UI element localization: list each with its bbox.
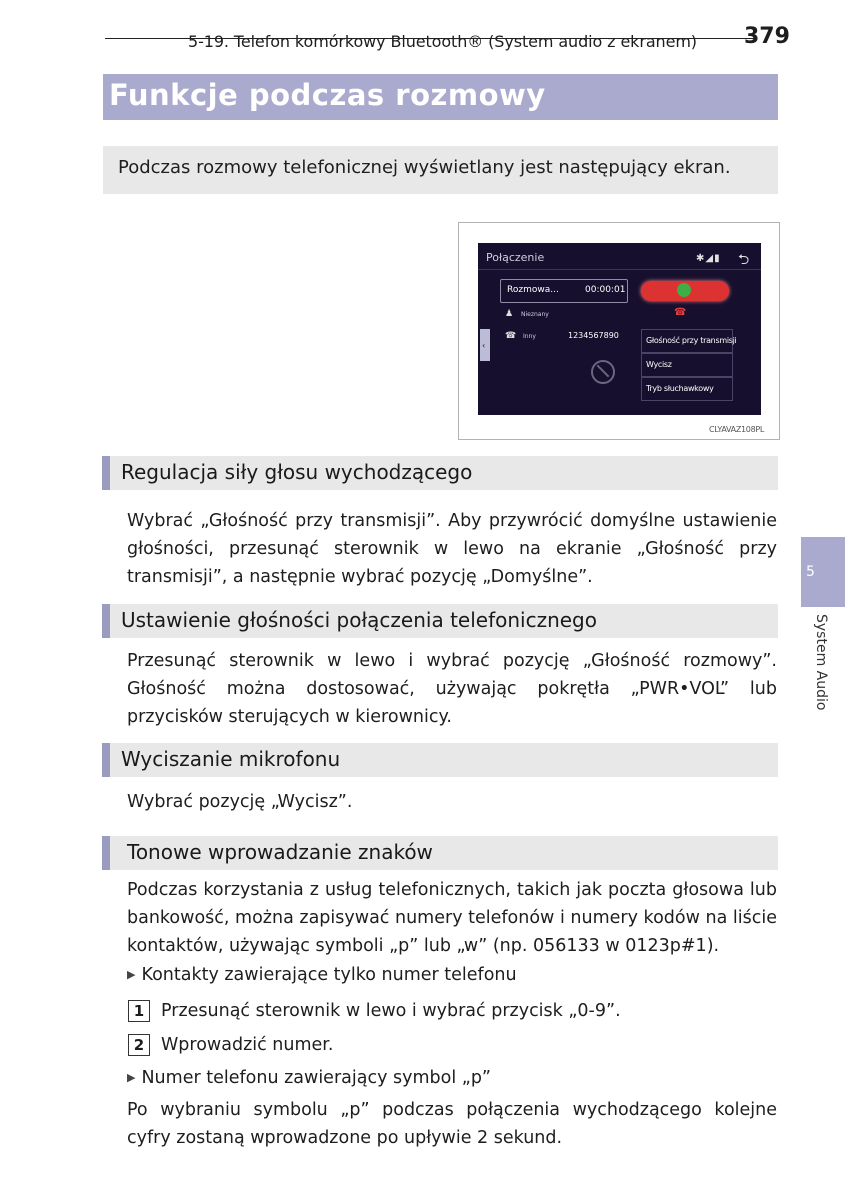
section-accent <box>102 836 110 870</box>
section-title: Wyciszanie mikrofonu <box>121 747 341 771</box>
call-name: Rozmowa... <box>507 285 559 295</box>
bullet-item <box>127 961 517 991</box>
status-icons: ✱◢▮ <box>696 253 721 264</box>
section-accent <box>102 743 110 777</box>
contact-label: Nieznany <box>521 311 549 318</box>
image-code: CLYAVAZ108PL <box>709 425 765 434</box>
section-text: Wybrać „Głośność przy transmisji”. Aby przywrócić domyślne ustawienie głośności, przesunąć sterownik w lewo na ekranie „Głośność przy transmisji”, a następnie wybrać pozycję „Domyślne”. <box>127 511 777 587</box>
step-text: Wprowadzić numer. <box>161 1035 334 1055</box>
phone-label: Inny <box>523 333 536 340</box>
screen-divider <box>478 269 761 270</box>
handset-icon <box>677 283 691 297</box>
section-accent <box>102 604 110 638</box>
section-text: Podczas korzystania z usług telefonicznych, takich jak poczta głosowa lub bankowość, można zapisywać numery telefonów i numery kodów na liście kontaktów, używając symboli „p” lub „w” (np. 056133 w 0123p#1). <box>127 880 777 956</box>
section-text: Wybrać pozycję „Wycisz”. <box>127 792 353 812</box>
screen-title: Połączenie <box>486 251 545 264</box>
section-title: Tonowe wprowadzanie znaków <box>127 840 433 864</box>
running-header: 5-19. Telefon komórkowy Bluetooth® (System audio z ekranem) <box>188 32 697 51</box>
bullet-text: Kontakty zawierające tylko numer telefonu <box>141 965 517 985</box>
page-number: 379 <box>744 24 790 49</box>
page-title: Funkcje podczas rozmowy <box>109 78 546 112</box>
bullet-item <box>127 1064 491 1094</box>
menu-item-label: Tryb słuchawkowy <box>646 384 714 393</box>
call-screen <box>478 243 761 415</box>
phone-icon: ☎ <box>505 331 517 341</box>
chapter-label: System Audio <box>813 614 829 711</box>
chevron-left-icon: ‹ <box>482 341 486 350</box>
step-text: Przesunąć sterownik w lewo i wybrać przycisk „0-9”. <box>161 1001 621 1021</box>
menu-item-label: Głośność przy transmisji <box>646 336 737 345</box>
section-title: Ustawienie głośności połączenia telefonicznego <box>121 608 597 632</box>
section-title: Regulacja siły głosu wychodzącego <box>121 460 473 484</box>
menu-item-label: Wycisz <box>646 360 672 369</box>
end-call-icon: ☎ <box>674 307 687 318</box>
back-icon: ⮌ <box>738 252 750 268</box>
intro-text: Podczas rozmowy telefonicznej wyświetlany jest następujący ekran. <box>118 157 731 178</box>
section-accent <box>102 456 110 490</box>
header-rule <box>105 38 755 39</box>
bullet-text: Numer telefonu zawierający symbol „p” <box>141 1068 491 1088</box>
phone-number: 1234567890 <box>568 331 619 340</box>
chapter-number: 5 <box>806 564 815 580</box>
step-number: 2 <box>128 1034 150 1056</box>
triangle-bullet-icon: ▶ <box>127 968 136 981</box>
triangle-bullet-icon: ▶ <box>127 1071 136 1084</box>
section-text: Przesunąć sterownik w lewo i wybrać pozycję „Głośność rozmowy”. Głośność można dostosować, używając pokrętła „PWR•VOL” lub przycisków sterujących w kierownicy. <box>127 651 777 727</box>
call-time: 00:00:01 <box>585 285 626 295</box>
final-text: Po wybraniu symbolu „p” podczas połączenia wychodzącego kolejne cyfry zostaną wprowadzone po upływie 2 sekund. <box>127 1100 777 1148</box>
step-number: 1 <box>128 1000 150 1022</box>
person-icon: ♟ <box>505 309 514 319</box>
